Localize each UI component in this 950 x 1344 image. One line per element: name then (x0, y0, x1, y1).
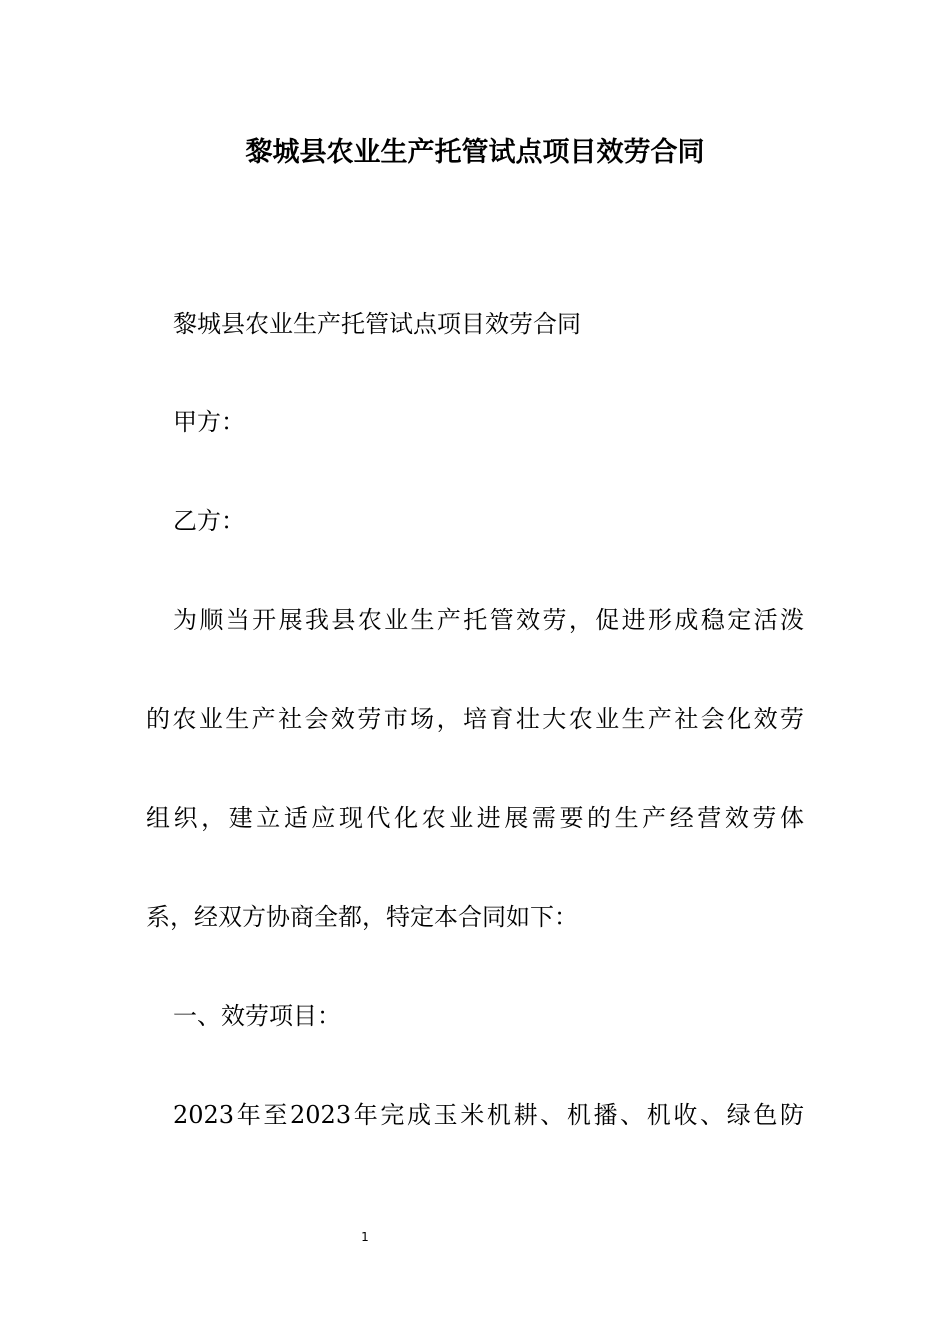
page-number: 1 (361, 1230, 369, 1244)
body-line-subtitle: 黎城县农业生产托管试点项目效劳合同 (173, 310, 581, 338)
body-line-paragraph-5: 2023年至2023年完成玉米机耕、机播、机收、绿色防 (173, 1101, 804, 1129)
body-line-paragraph-4: 系，经双方协商全都，特定本合同如下： (146, 903, 578, 931)
body-line-paragraph-3: 组织，建立适应现代化农业进展需要的生产经营效劳体 (146, 804, 804, 832)
section-heading-service-items: 一、效劳项目： (173, 1002, 341, 1030)
body-line-paragraph-1: 为顺当开展我县农业生产托管效劳，促进形成稳定活泼 (173, 606, 804, 634)
body-line-party-b: 乙方： (173, 507, 245, 535)
body-line-party-a: 甲方： (173, 408, 245, 436)
document-title: 黎城县农业生产托管试点项目效劳合同 (245, 137, 705, 168)
body-line-paragraph-2: 的农业生产社会效劳市场，培育壮大农业生产社会化效劳 (146, 705, 804, 733)
